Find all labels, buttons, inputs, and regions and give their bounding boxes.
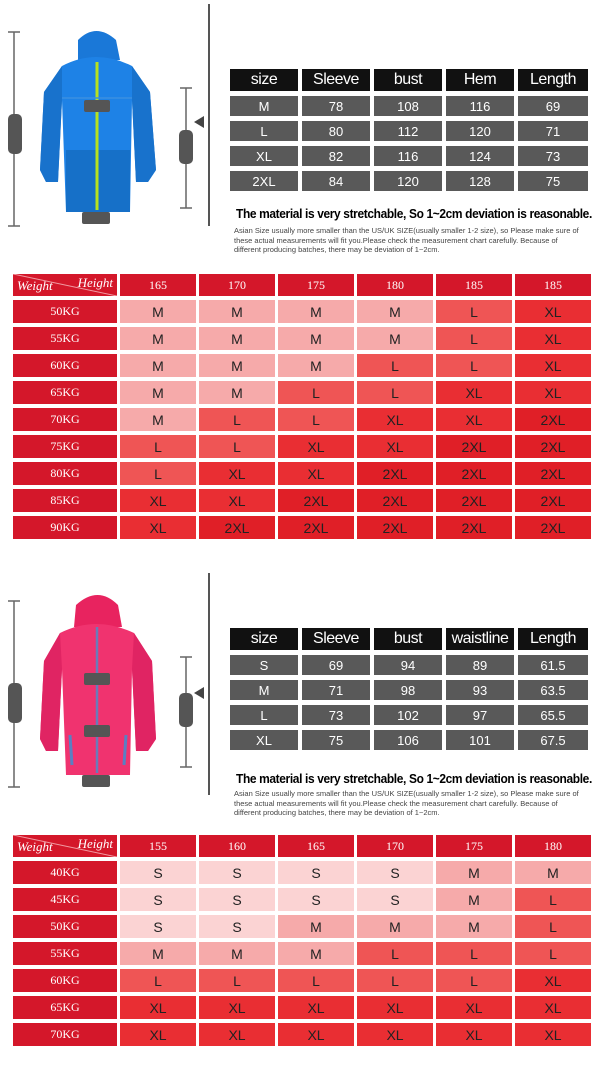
weight-row — [13, 516, 591, 539]
size-cell: XL — [199, 462, 275, 485]
cell: 84 — [302, 171, 370, 191]
size-cell: XL — [199, 489, 275, 512]
size-cell: 2XL — [436, 462, 512, 485]
size-cell: XL — [278, 996, 354, 1019]
divider-line — [208, 4, 210, 226]
size-cell: XL — [515, 300, 591, 323]
size-cell: XL — [120, 489, 196, 512]
size-cell: L — [120, 462, 196, 485]
measurement-row — [230, 146, 588, 166]
weight-label-cell: 50KG — [13, 300, 117, 323]
women-size-section — [0, 565, 600, 1073]
size-cell: M — [278, 354, 354, 377]
height-header: 155 — [120, 835, 196, 857]
cell: XL — [230, 146, 298, 166]
cell: 120 — [374, 171, 442, 191]
weight-label-cell: 45KG — [13, 888, 117, 911]
cell: S — [230, 655, 298, 675]
size-cell: L — [120, 435, 196, 458]
size-cell: L — [357, 354, 433, 377]
stretch-note-title: The material is very stretchable, So 1~2cm deviation is reasonable. — [236, 771, 592, 786]
size-cell: M — [278, 300, 354, 323]
size-cell: M — [120, 354, 196, 377]
weight-label-cell: 65KG — [13, 996, 117, 1019]
size-cell: L — [278, 969, 354, 992]
size-cell: L — [199, 408, 275, 431]
weight-row — [13, 327, 591, 350]
size-cell: M — [436, 915, 512, 938]
cell: 93 — [446, 680, 514, 700]
height-header: 180 — [515, 835, 591, 857]
header-length: Length — [518, 628, 588, 650]
size-cell: S — [120, 915, 196, 938]
chart-header-row — [13, 835, 591, 857]
men-chart-body — [13, 300, 591, 539]
weight-label-cell: 60KG — [13, 969, 117, 992]
size-cell: M — [357, 327, 433, 350]
cell: 75 — [518, 171, 588, 191]
weight-row — [13, 1023, 591, 1046]
size-pointer-icon — [194, 687, 204, 699]
height-header: 185 — [436, 274, 512, 296]
size-cell: XL — [199, 1023, 275, 1046]
height-header: 180 — [357, 274, 433, 296]
size-cell: S — [199, 915, 275, 938]
size-cell: S — [120, 888, 196, 911]
size-cell: M — [357, 300, 433, 323]
size-cell: L — [278, 381, 354, 404]
header-size: size — [230, 628, 298, 650]
cell: 94 — [374, 655, 442, 675]
height-header: 170 — [199, 274, 275, 296]
size-cell: L — [436, 300, 512, 323]
measurement-row — [230, 171, 588, 191]
size-cell: L — [357, 969, 433, 992]
size-cell: M — [436, 888, 512, 911]
weight-label: Weight — [17, 839, 53, 854]
size-pointer-icon — [194, 116, 204, 128]
measurement-row — [230, 121, 588, 141]
size-cell: XL — [436, 381, 512, 404]
cell: 112 — [374, 121, 442, 141]
size-cell: M — [199, 300, 275, 323]
cell: 108 — [374, 96, 442, 116]
cell: 75 — [302, 730, 370, 750]
weight-row — [13, 969, 591, 992]
size-cell: XL — [120, 996, 196, 1019]
cell: 67.5 — [518, 730, 588, 750]
height-header: 170 — [357, 835, 433, 857]
weight-label-cell: 40KG — [13, 861, 117, 884]
size-cell: L — [436, 942, 512, 965]
size-cell: XL — [515, 354, 591, 377]
size-cell: M — [199, 327, 275, 350]
height-label: Height — [77, 836, 113, 851]
men-weight-height-chart — [10, 270, 594, 543]
weight-row — [13, 354, 591, 377]
cell: 65.5 — [518, 705, 588, 725]
height-label: Height — [77, 275, 113, 290]
cell: 124 — [446, 146, 514, 166]
cell: 80 — [302, 121, 370, 141]
size-cell: L — [357, 942, 433, 965]
size-cell: XL — [515, 327, 591, 350]
measurement-row — [230, 680, 588, 700]
size-cell: 2XL — [515, 408, 591, 431]
cell: 116 — [374, 146, 442, 166]
size-cell: S — [278, 888, 354, 911]
size-cell: M — [515, 861, 591, 884]
cell: 128 — [446, 171, 514, 191]
men-measurement-table — [226, 64, 592, 196]
weight-row — [13, 915, 591, 938]
cell: 106 — [374, 730, 442, 750]
cell: 97 — [446, 705, 514, 725]
cell: 71 — [302, 680, 370, 700]
measurement-row — [230, 730, 588, 750]
weight-label-cell: 65KG — [13, 381, 117, 404]
weight-label-cell: 80KG — [13, 462, 117, 485]
size-cell: M — [278, 327, 354, 350]
measurement-header-row — [230, 69, 588, 91]
cell: 71 — [518, 121, 588, 141]
size-cell: 2XL — [357, 516, 433, 539]
weight-row — [13, 381, 591, 404]
size-cell: S — [120, 861, 196, 884]
size-cell: S — [199, 861, 275, 884]
size-cell: L — [515, 942, 591, 965]
header-size: size — [230, 69, 298, 91]
cell: 98 — [374, 680, 442, 700]
size-cell: M — [278, 915, 354, 938]
size-cell: M — [436, 861, 512, 884]
size-cell: XL — [515, 381, 591, 404]
weight-label-cell: 55KG — [13, 327, 117, 350]
size-cell: XL — [278, 1023, 354, 1046]
height-header: 160 — [199, 835, 275, 857]
size-cell: 2XL — [278, 516, 354, 539]
size-disclaimer: Asian Size usually more smaller than the US/UK SIZE(usually smaller 1-2 size), so Please make sure of these actual measurements will fit you.Please check the measurement chart carefully. Because of different producing batches, there may be deviation of 1~2cm. — [234, 789, 579, 817]
header-length: Length — [518, 69, 588, 91]
cell: M — [230, 96, 298, 116]
chart-header-row — [13, 274, 591, 296]
size-cell: 2XL — [436, 516, 512, 539]
size-cell: XL — [436, 996, 512, 1019]
women-jacket-figure — [0, 565, 210, 795]
size-cell: L — [515, 915, 591, 938]
women-jacket-image — [0, 565, 210, 795]
height-header: 175 — [436, 835, 512, 857]
weight-label-cell: 70KG — [13, 408, 117, 431]
size-cell: M — [199, 354, 275, 377]
size-cell: M — [199, 942, 275, 965]
cell: L — [230, 121, 298, 141]
size-cell: XL — [357, 408, 433, 431]
weight-label-cell: 55KG — [13, 942, 117, 965]
header-bust: bust — [374, 628, 442, 650]
size-cell: M — [120, 381, 196, 404]
size-cell: XL — [515, 1023, 591, 1046]
cell: 120 — [446, 121, 514, 141]
weight-row — [13, 888, 591, 911]
size-cell: 2XL — [436, 489, 512, 512]
size-cell: M — [120, 942, 196, 965]
size-cell: L — [120, 969, 196, 992]
cell: L — [230, 705, 298, 725]
measurement-row — [230, 705, 588, 725]
size-cell: 2XL — [436, 435, 512, 458]
size-cell: M — [120, 300, 196, 323]
size-cell: L — [199, 969, 275, 992]
women-weight-height-chart — [10, 831, 594, 1050]
size-cell: L — [436, 969, 512, 992]
size-cell: S — [357, 888, 433, 911]
weight-label-cell: 90KG — [13, 516, 117, 539]
weight-row — [13, 300, 591, 323]
size-cell: 2XL — [515, 435, 591, 458]
size-cell: 2XL — [515, 489, 591, 512]
size-cell: XL — [357, 435, 433, 458]
header-sleeve: Sleeve — [302, 628, 370, 650]
size-cell: 2XL — [357, 462, 433, 485]
divider-line — [208, 573, 210, 795]
weight-row — [13, 996, 591, 1019]
size-cell: L — [515, 888, 591, 911]
size-cell: XL — [357, 996, 433, 1019]
size-cell: M — [357, 915, 433, 938]
height-header: 165 — [120, 274, 196, 296]
stretch-note-title: The material is very stretchable, So 1~2cm deviation is reasonable. — [236, 206, 592, 221]
measurement-row — [230, 96, 588, 116]
weight-row — [13, 408, 591, 431]
weight-label-cell: 70KG — [13, 1023, 117, 1046]
size-cell: 2XL — [278, 489, 354, 512]
size-cell: 2XL — [515, 516, 591, 539]
weight-label-cell: 85KG — [13, 489, 117, 512]
header-waistline: waistline — [446, 628, 514, 650]
size-cell: M — [278, 942, 354, 965]
header-bust: bust — [374, 69, 442, 91]
size-cell: L — [357, 381, 433, 404]
size-cell: L — [436, 354, 512, 377]
cell: 63.5 — [518, 680, 588, 700]
cell: 73 — [302, 705, 370, 725]
size-cell: L — [199, 435, 275, 458]
cell: 78 — [302, 96, 370, 116]
cell: 116 — [446, 96, 514, 116]
size-cell: L — [278, 408, 354, 431]
size-cell: XL — [436, 1023, 512, 1046]
cell: 101 — [446, 730, 514, 750]
women-chart-body — [13, 861, 591, 1046]
cell: XL — [230, 730, 298, 750]
weight-row — [13, 942, 591, 965]
cell: 69 — [518, 96, 588, 116]
cell: 102 — [374, 705, 442, 725]
size-cell: M — [120, 327, 196, 350]
size-cell: XL — [120, 516, 196, 539]
measurement-header-row — [230, 628, 588, 650]
size-cell: L — [436, 327, 512, 350]
header-hem: Hem — [446, 69, 514, 91]
size-cell: XL — [120, 1023, 196, 1046]
size-cell: M — [199, 381, 275, 404]
women-measurement-table — [226, 623, 592, 755]
size-cell: S — [278, 861, 354, 884]
height-header: 185 — [515, 274, 591, 296]
weight-label-cell: 60KG — [13, 354, 117, 377]
cell: M — [230, 680, 298, 700]
cell: 61.5 — [518, 655, 588, 675]
height-header: 175 — [278, 274, 354, 296]
cell: 69 — [302, 655, 370, 675]
cell: 82 — [302, 146, 370, 166]
weight-row — [13, 861, 591, 884]
size-cell: XL — [278, 462, 354, 485]
size-cell: 2XL — [357, 489, 433, 512]
men-jacket-figure — [0, 0, 210, 230]
size-cell: S — [199, 888, 275, 911]
size-cell: S — [357, 861, 433, 884]
measurement-row — [230, 655, 588, 675]
size-cell: 2XL — [199, 516, 275, 539]
size-cell: XL — [436, 408, 512, 431]
weight-label: Weight — [17, 278, 53, 293]
weight-row — [13, 435, 591, 458]
cell: 2XL — [230, 171, 298, 191]
weight-row — [13, 462, 591, 485]
weight-height-corner — [13, 835, 117, 857]
size-cell: XL — [357, 1023, 433, 1046]
size-cell: M — [120, 408, 196, 431]
weight-label-cell: 75KG — [13, 435, 117, 458]
cell: 89 — [446, 655, 514, 675]
size-cell: XL — [515, 969, 591, 992]
size-cell: 2XL — [515, 462, 591, 485]
size-cell: XL — [515, 996, 591, 1019]
weight-row — [13, 489, 591, 512]
weight-label-cell: 50KG — [13, 915, 117, 938]
men-jacket-image — [0, 0, 210, 230]
size-cell: XL — [199, 996, 275, 1019]
weight-height-corner — [13, 274, 117, 296]
size-cell: XL — [278, 435, 354, 458]
size-disclaimer: Asian Size usually more smaller than the US/UK SIZE(usually smaller 1-2 size), so Please make sure of these actual measurements will fit you.Please check the measurement chart carefully. Because of different producing batches, there may be deviation of 1~2cm. — [234, 226, 579, 254]
height-header: 165 — [278, 835, 354, 857]
header-sleeve: Sleeve — [302, 69, 370, 91]
cell: 73 — [518, 146, 588, 166]
